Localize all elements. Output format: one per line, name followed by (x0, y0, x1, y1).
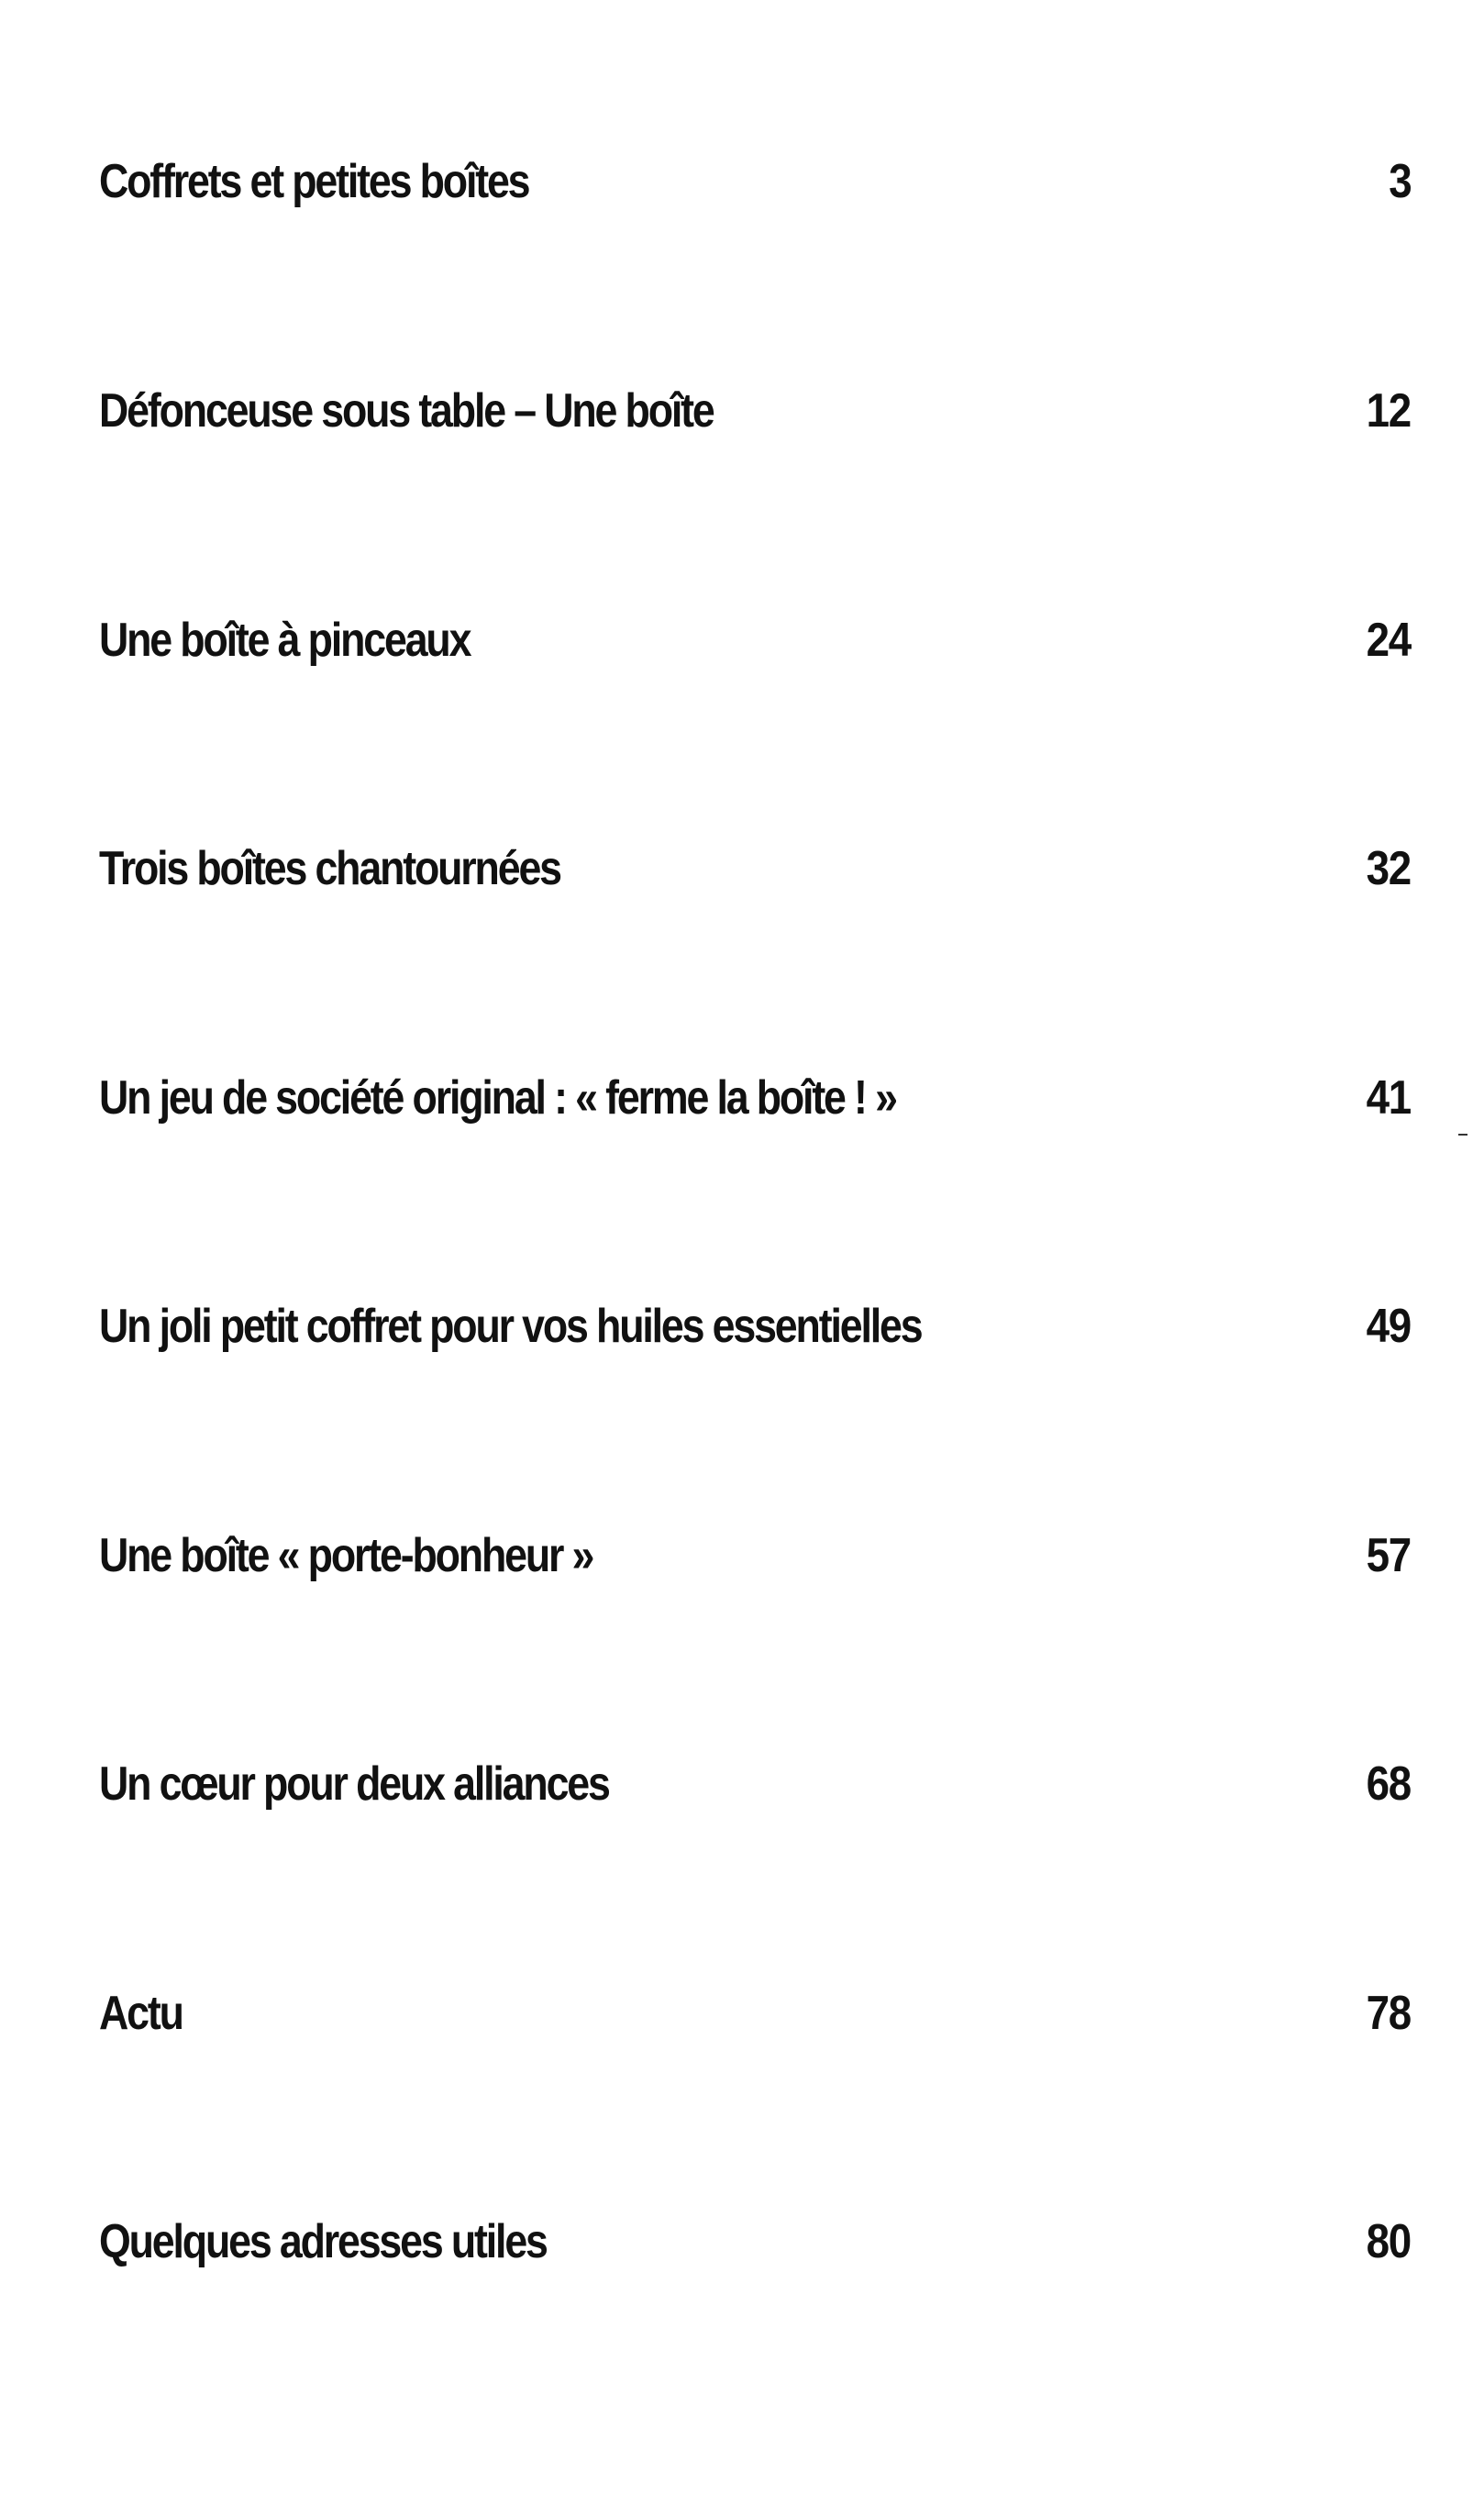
toc-entry-page-number: 78 (1366, 1987, 1411, 2040)
toc-entry-title: Quelques adresses utiles (99, 2215, 547, 2268)
toc-entry[interactable] (99, 1747, 1411, 1821)
toc-entry-title: Une boîte « porte-bonheur » (99, 1529, 593, 1582)
toc-entry[interactable] (99, 832, 1411, 905)
toc-entry[interactable] (99, 1290, 1411, 1363)
toc-entry-page-number: 12 (1366, 384, 1411, 438)
scan-artifact-mark (1458, 1134, 1467, 1136)
toc-entry-page-number: 32 (1366, 842, 1411, 895)
toc-entry-page-number: 3 (1388, 155, 1411, 208)
toc-entry[interactable] (99, 145, 1411, 218)
toc-entry[interactable] (99, 1061, 1411, 1135)
toc-entry-title: Un cœur pour deux alliances (99, 1757, 609, 1811)
toc-entry-page-number: 68 (1366, 1757, 1411, 1811)
toc-entry-title: Un jeu de société original : « ferme la boîte ! » (99, 1071, 896, 1125)
toc-entry-title: Une boîte à pinceaux (99, 614, 471, 667)
toc-entry[interactable] (99, 1519, 1411, 1592)
toc-entry-page-number: 41 (1366, 1071, 1411, 1125)
toc-entry[interactable] (99, 604, 1411, 677)
toc-entry-title: Actu (99, 1987, 183, 2040)
toc-entry[interactable] (99, 1977, 1411, 2050)
toc-entry-page-number: 49 (1366, 1300, 1411, 1353)
toc-entry-page-number: 24 (1366, 614, 1411, 667)
toc-entry-page-number: 57 (1366, 1529, 1411, 1582)
toc-entry-title: Trois boîtes chantournées (99, 842, 560, 895)
toc-entry-title: Défonceuse sous table – Une boîte (99, 384, 714, 438)
toc-entry-title: Un joli petit coffret pour vos huiles essentielles (99, 1300, 922, 1353)
toc-entry[interactable] (99, 374, 1411, 448)
toc-entry-page-number: 80 (1366, 2215, 1411, 2268)
toc-entry[interactable] (99, 2205, 1411, 2278)
toc-entry-title: Coffrets et petites boîtes (99, 155, 529, 208)
